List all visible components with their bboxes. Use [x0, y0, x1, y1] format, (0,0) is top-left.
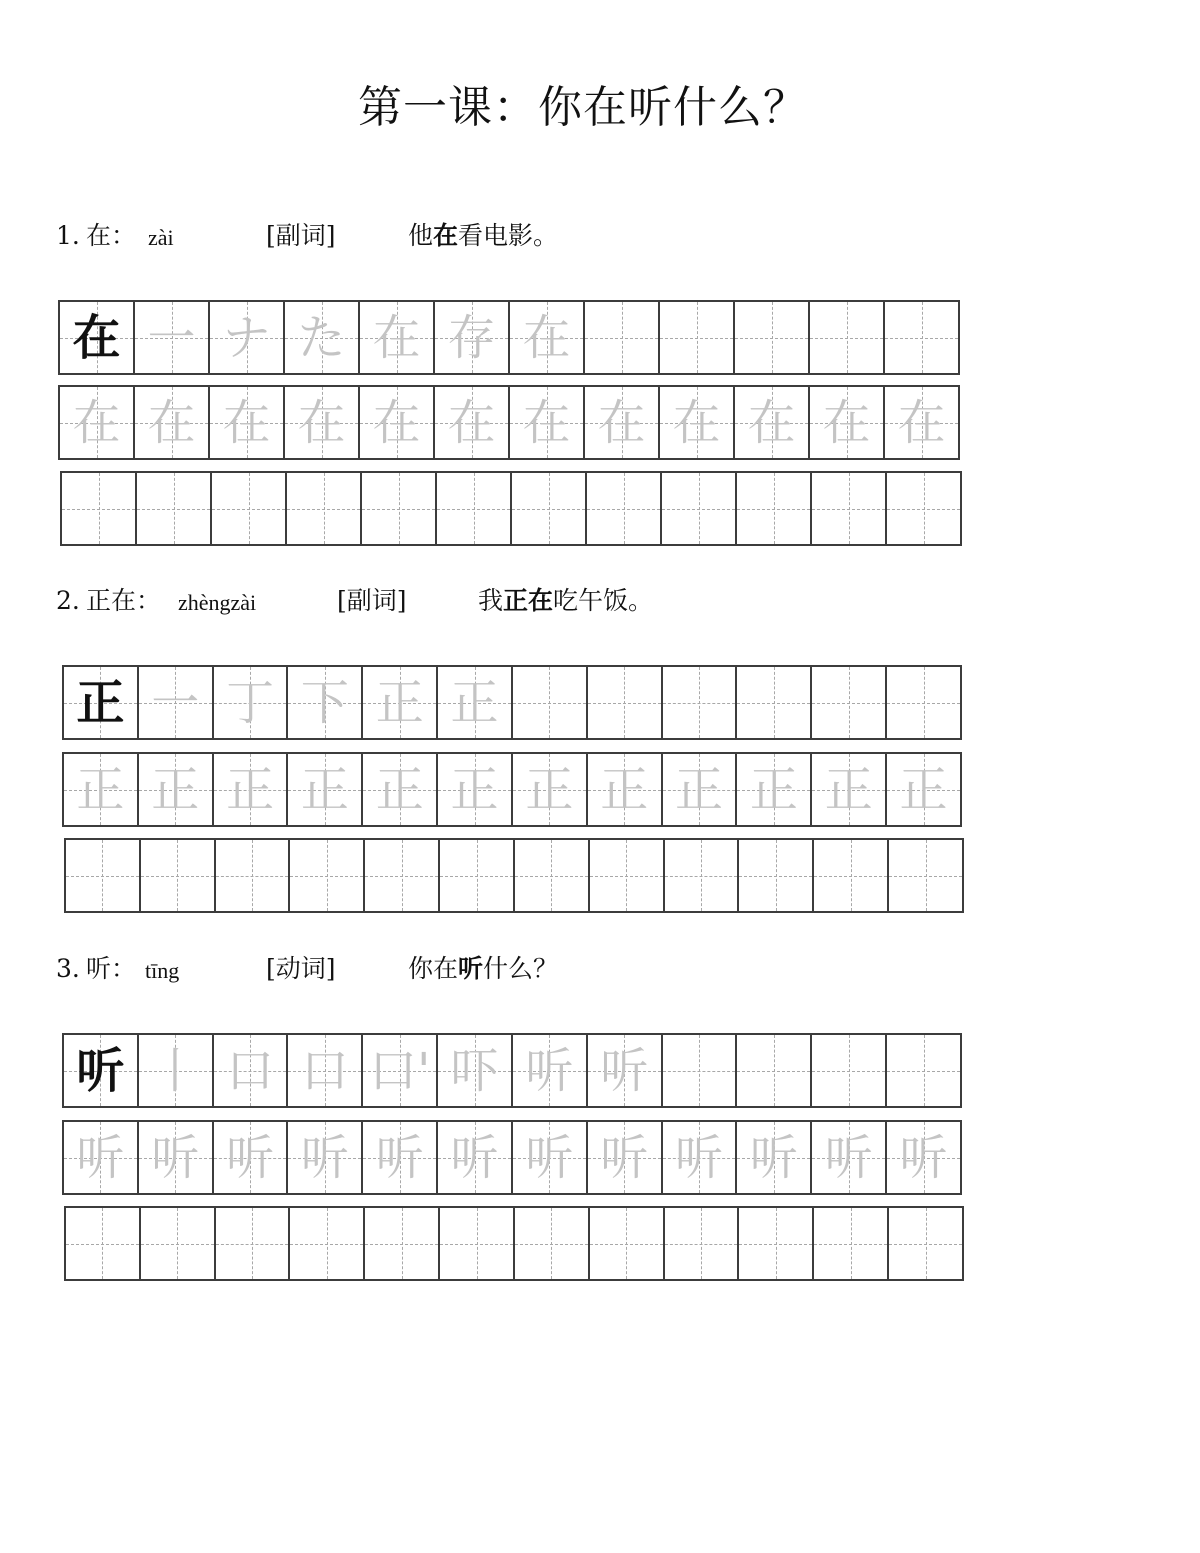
grid-cell: [64, 667, 139, 738]
grid-cell: [663, 1122, 738, 1193]
grid-cell[interactable]: [737, 473, 812, 544]
model-stroke-row-1: [58, 300, 960, 375]
stroke-step: 正: [375, 674, 424, 731]
grid-cell: [887, 1122, 960, 1193]
grid-cell: [214, 667, 289, 738]
grid-cell: [360, 302, 435, 373]
trace-character: 在: [147, 394, 196, 451]
grid-cell[interactable]: [66, 840, 141, 911]
grid-cell[interactable]: [590, 840, 665, 911]
model-character: 在: [72, 309, 121, 366]
grid-cell: [588, 754, 663, 825]
grid-cell[interactable]: [365, 840, 440, 911]
entry-example: 他在看电影。: [408, 221, 559, 250]
grid-cell: [513, 754, 588, 825]
trace-character: 在: [222, 394, 271, 451]
grid-cell: [139, 754, 214, 825]
grid-cell[interactable]: [62, 473, 137, 544]
entry-example: 我正在吃午饭。: [478, 586, 654, 615]
trace-character: 听: [525, 1129, 574, 1186]
grid-cell: [737, 1122, 812, 1193]
practice-row-1[interactable]: [60, 471, 962, 546]
grid-cell[interactable]: [515, 1208, 590, 1279]
entry-character: 正在：: [86, 586, 162, 615]
trace-character: 听: [151, 1129, 200, 1186]
grid-cell[interactable]: [515, 840, 590, 911]
entry-character: 听：: [86, 954, 137, 983]
stroke-step: 一: [151, 674, 200, 731]
grid-cell: [214, 1035, 289, 1106]
grid-cell: [812, 1035, 887, 1106]
stroke-step: 存: [447, 309, 496, 366]
trace-character: 听: [824, 1129, 873, 1186]
trace-character: 听: [375, 1129, 424, 1186]
grid-cell: [513, 1122, 588, 1193]
trace-character: 听: [76, 1129, 125, 1186]
grid-cell: [585, 387, 660, 458]
trace-character: 在: [447, 394, 496, 451]
grid-cell[interactable]: [212, 473, 287, 544]
grid-cell: [510, 302, 585, 373]
entry-part-of-speech: [动词]: [266, 954, 336, 983]
trace-character: 听: [675, 1129, 724, 1186]
trace-character: 正: [76, 761, 125, 818]
entry-number: 3.: [56, 954, 80, 983]
entry-number: 1.: [56, 221, 80, 250]
grid-cell[interactable]: [889, 840, 962, 911]
grid-cell: [887, 754, 960, 825]
grid-cell: [360, 387, 435, 458]
trace-character: 正: [375, 761, 424, 818]
stroke-step: 下: [300, 674, 349, 731]
stroke-step: ナ: [222, 309, 271, 366]
trace-character: 在: [747, 394, 796, 451]
grid-cell: [812, 1122, 887, 1193]
grid-cell: [64, 1035, 139, 1106]
entry-character: 在：: [86, 221, 137, 250]
trace-character: 正: [525, 761, 574, 818]
entry-number: 2.: [56, 586, 80, 615]
grid-cell[interactable]: [665, 1208, 740, 1279]
grid-cell: [214, 754, 289, 825]
grid-cell: [663, 1035, 738, 1106]
entry-pinyin: zhèngzài: [178, 590, 257, 615]
trace-character: 在: [297, 394, 346, 451]
grid-cell: [288, 667, 363, 738]
grid-cell: [737, 667, 812, 738]
entry-example: 你在听什么？: [408, 954, 559, 983]
grid-cell: [139, 667, 214, 738]
model-character: 正: [76, 674, 125, 731]
grid-cell: [60, 387, 135, 458]
grid-cell[interactable]: [440, 1208, 515, 1279]
grid-cell: [288, 754, 363, 825]
trace-character: 在: [72, 394, 121, 451]
grid-cell: [363, 1122, 438, 1193]
stroke-step: 在: [372, 309, 421, 366]
stroke-step: 听: [525, 1042, 574, 1099]
model-stroke-row-2: [62, 665, 962, 740]
grid-cell[interactable]: [437, 473, 512, 544]
trace-character: 听: [749, 1129, 798, 1186]
grid-cell: [285, 302, 360, 373]
trace-character: 在: [597, 394, 646, 451]
stroke-step: 在: [522, 309, 571, 366]
grid-cell[interactable]: [287, 473, 362, 544]
trace-character: 在: [822, 394, 871, 451]
trace-row-2: [62, 752, 962, 827]
grid-cell: [288, 1122, 363, 1193]
grid-cell: [737, 1035, 812, 1106]
entry-part-of-speech: [副词]: [337, 586, 407, 615]
grid-cell: [885, 387, 958, 458]
grid-cell: [139, 1035, 214, 1106]
grid-cell: [438, 754, 513, 825]
practice-row-2[interactable]: [64, 838, 964, 913]
model-stroke-row-3: [62, 1033, 962, 1108]
grid-cell: [214, 1122, 289, 1193]
grid-cell: [735, 302, 810, 373]
grid-cell[interactable]: [812, 473, 887, 544]
stroke-step: た: [297, 309, 346, 366]
trace-row-3: [62, 1120, 962, 1195]
entry-pinyin: tīng: [145, 958, 180, 983]
grid-cell: [363, 754, 438, 825]
trace-character: 正: [824, 761, 873, 818]
grid-cell: [513, 667, 588, 738]
grid-cell[interactable]: [290, 840, 365, 911]
grid-cell[interactable]: [814, 1208, 889, 1279]
grid-cell: [812, 667, 887, 738]
trace-character: 正: [899, 761, 948, 818]
grid-cell: [660, 302, 735, 373]
stroke-step: 听: [600, 1042, 649, 1099]
grid-cell[interactable]: [512, 473, 587, 544]
trace-character: 正: [600, 761, 649, 818]
grid-cell: [210, 387, 285, 458]
grid-cell: [435, 302, 510, 373]
grid-cell[interactable]: [662, 473, 737, 544]
trace-character: 在: [372, 394, 421, 451]
grid-cell: [588, 1122, 663, 1193]
grid-cell: [513, 1035, 588, 1106]
stroke-step: 口: [300, 1042, 349, 1099]
entry-part-of-speech: [副词]: [266, 221, 336, 250]
grid-cell[interactable]: [290, 1208, 365, 1279]
grid-cell[interactable]: [739, 1208, 814, 1279]
grid-cell: [588, 1035, 663, 1106]
trace-character: 在: [897, 394, 946, 451]
grid-cell[interactable]: [665, 840, 740, 911]
model-character: 听: [76, 1042, 125, 1099]
grid-cell: [810, 302, 885, 373]
grid-cell: [588, 667, 663, 738]
trace-character: 听: [600, 1129, 649, 1186]
grid-cell: [438, 667, 513, 738]
stroke-step: 丨: [151, 1042, 200, 1099]
grid-cell[interactable]: [137, 473, 212, 544]
grid-cell[interactable]: [141, 840, 216, 911]
grid-cell: [60, 302, 135, 373]
grid-cell[interactable]: [216, 840, 291, 911]
trace-character: 听: [300, 1129, 349, 1186]
grid-cell: [737, 754, 812, 825]
grid-cell: [135, 302, 210, 373]
grid-cell: [64, 754, 139, 825]
grid-cell: [887, 667, 960, 738]
grid-cell: [812, 754, 887, 825]
grid-cell: [285, 387, 360, 458]
trace-character: 正: [450, 761, 499, 818]
grid-cell[interactable]: [587, 473, 662, 544]
grid-cell[interactable]: [66, 1208, 141, 1279]
grid-cell[interactable]: [887, 473, 960, 544]
stroke-step: 口: [226, 1042, 275, 1099]
grid-cell: [435, 387, 510, 458]
grid-cell: [810, 387, 885, 458]
grid-cell: [663, 754, 738, 825]
entry-pinyin: zài: [148, 225, 174, 250]
trace-character: 正: [226, 761, 275, 818]
stroke-step: 正: [450, 674, 499, 731]
practice-row-3[interactable]: [64, 1206, 964, 1281]
grid-cell: [735, 387, 810, 458]
trace-character: 正: [151, 761, 200, 818]
trace-character: 正: [675, 761, 724, 818]
grid-cell[interactable]: [590, 1208, 665, 1279]
stroke-step: 口': [369, 1042, 431, 1099]
page-title: 第一课：你在听什么？: [358, 82, 808, 133]
trace-character: 正: [300, 761, 349, 818]
grid-cell[interactable]: [739, 840, 814, 911]
grid-cell[interactable]: [889, 1208, 962, 1279]
stroke-step: 一: [147, 309, 196, 366]
grid-cell[interactable]: [141, 1208, 216, 1279]
stroke-step: 吓: [450, 1042, 499, 1099]
grid-cell[interactable]: [362, 473, 437, 544]
trace-character: 在: [522, 394, 571, 451]
grid-cell: [585, 302, 660, 373]
stroke-step: 丁: [226, 674, 275, 731]
trace-row-1: [58, 385, 960, 460]
grid-cell: [139, 1122, 214, 1193]
grid-cell: [363, 1035, 438, 1106]
grid-cell: [510, 387, 585, 458]
grid-cell: [438, 1122, 513, 1193]
grid-cell: [438, 1035, 513, 1106]
grid-cell: [288, 1035, 363, 1106]
grid-cell[interactable]: [216, 1208, 291, 1279]
grid-cell: [210, 302, 285, 373]
trace-character: 听: [450, 1129, 499, 1186]
grid-cell: [885, 302, 958, 373]
trace-character: 正: [749, 761, 798, 818]
grid-cell: [135, 387, 210, 458]
grid-cell[interactable]: [440, 840, 515, 911]
grid-cell: [663, 667, 738, 738]
grid-cell: [660, 387, 735, 458]
grid-cell[interactable]: [365, 1208, 440, 1279]
trace-character: 听: [226, 1129, 275, 1186]
grid-cell[interactable]: [814, 840, 889, 911]
trace-character: 在: [672, 394, 721, 451]
grid-cell: [887, 1035, 960, 1106]
grid-cell: [64, 1122, 139, 1193]
trace-character: 听: [899, 1129, 948, 1186]
grid-cell: [363, 667, 438, 738]
